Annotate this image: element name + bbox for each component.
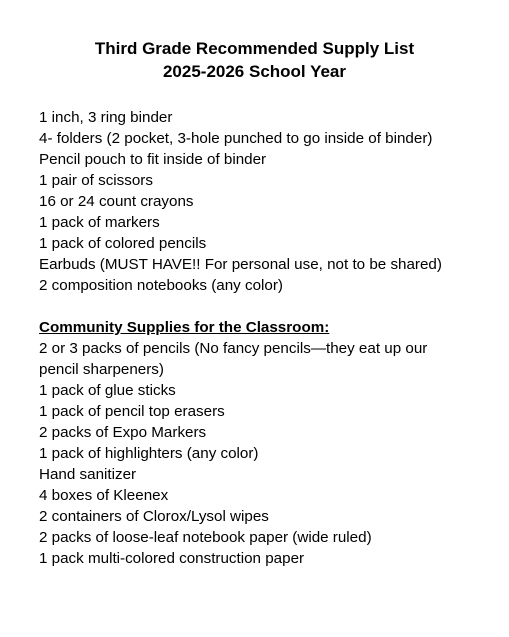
document-title (0, 37, 509, 83)
list-item: 1 pack of pencil top erasers (39, 403, 225, 420)
title-line-1: Third Grade Recommended Supply List (94, 39, 415, 58)
list-item: 2 composition notebooks (any color) (39, 277, 283, 294)
list-item: 1 pair of scissors (39, 172, 153, 189)
list-item: 4 boxes of Kleenex (39, 487, 169, 504)
list-item: 16 or 24 count crayons (39, 193, 194, 210)
list-item: Pencil pouch to fit inside of binder (39, 151, 267, 168)
list-item: Earbuds (MUST HAVE!! For personal use, not to be shared) (39, 256, 442, 273)
list-item: 1 pack of colored pencils (39, 235, 207, 252)
list-item: 2 packs of Expo Markers (39, 424, 207, 441)
list-item: 4- folders (2 pocket, 3-hole punched to go inside of binder) (39, 130, 433, 147)
community-supplies-heading: Community Supplies for the Classroom: (39, 319, 330, 336)
list-item: 1 pack of highlighters (any color) (39, 445, 259, 462)
list-item: 1 inch, 3 ring binder (39, 109, 173, 126)
list-item: Hand sanitizer (39, 466, 137, 483)
community-supply-list (39, 338, 459, 569)
list-item: 1 pack of markers (39, 214, 160, 231)
list-item: 1 pack of glue sticks (39, 382, 176, 399)
student-supply-list (39, 107, 442, 296)
list-item: 1 pack multi-colored construction paper (39, 550, 305, 567)
list-item: 2 packs of loose-leaf notebook paper (wide ruled) (39, 529, 372, 546)
list-item: 2 or 3 packs of pencils (No fancy pencils—they eat up our pencil sharpeners) (39, 340, 428, 378)
title-line-2: 2025-2026 School Year (162, 62, 347, 81)
list-item: 2 containers of Clorox/Lysol wipes (39, 508, 269, 525)
